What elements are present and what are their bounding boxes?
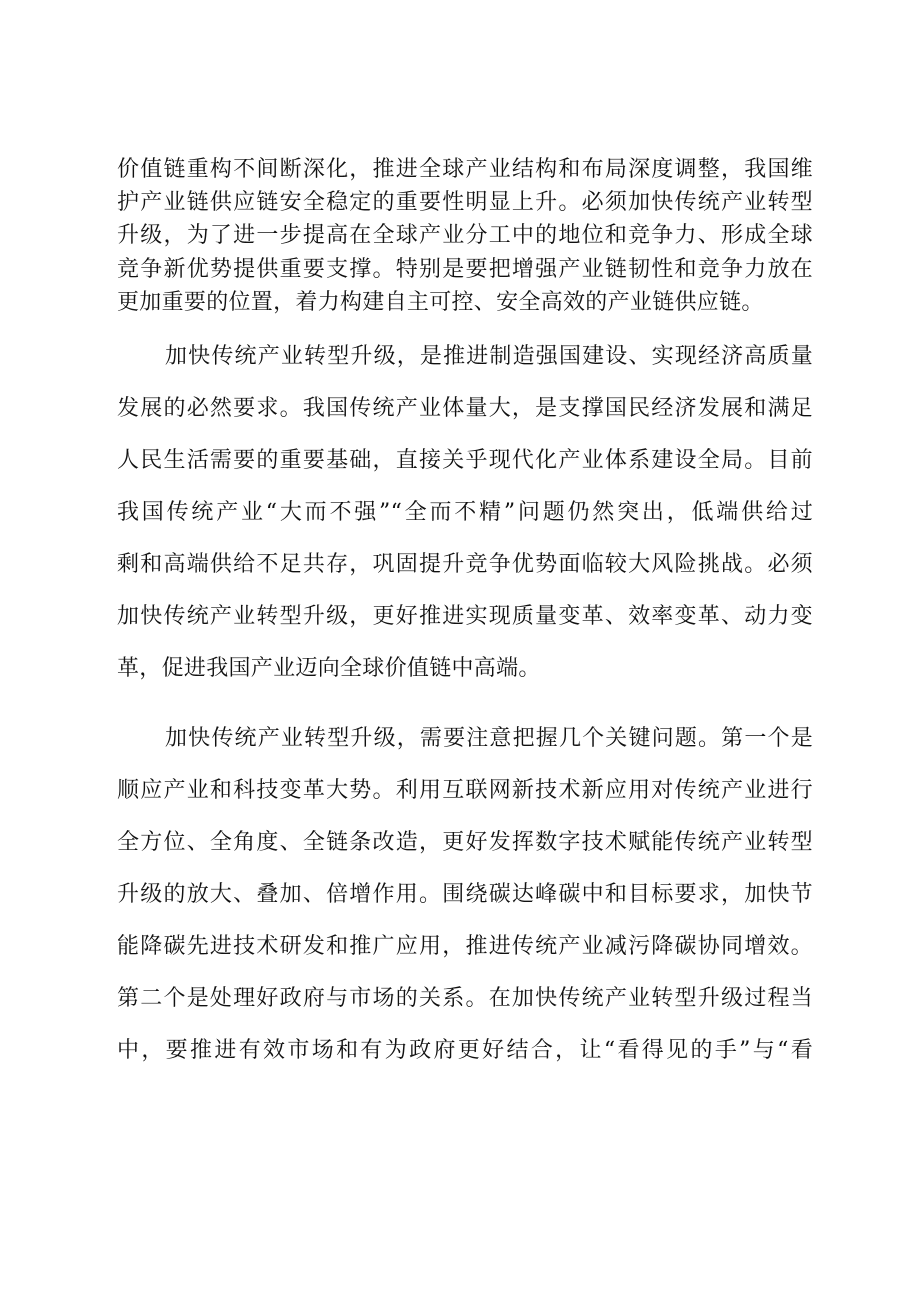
text-line: 升级，为了进一步提高在全球产业分工中的地位和竞争力、形成全球 [117, 223, 813, 248]
text-line: 升级的放大、叠加、倍增作用。围绕碳达峰碳中和目标要求，加快节 [117, 882, 813, 907]
text-line: 更加重要的位置，着力构建自主可控、安全高效的产业链供应链。 [117, 290, 764, 315]
text-line: 第二个是处理好政府与市场的关系。在加快传统产业转型升级过程当 [117, 986, 813, 1011]
text-line: 中，要推进有效市场和有为政府更好结合，让“看得见的手”与“看 [117, 1038, 813, 1063]
text-line: 革，促进我国产业迈向全球价值链中高端。 [117, 656, 541, 681]
text-line: 竞争新优势提供重要支撑。特别是要把增强产业链韧性和竞争力放在 [117, 257, 813, 282]
text-line: 加快传统产业转型升级，更好推进实现质量变革、效率变革、动力变 [117, 604, 813, 629]
text-line: 顺应产业和科技变革大势。利用互联网新技术新应用对传统产业进行 [117, 778, 813, 803]
text-line: 全方位、全角度、全链条改造，更好发挥数字技术赋能传统产业转型 [117, 830, 813, 855]
text-line: 加快传统产业转型升级，需要注意把握几个关键问题。第一个是 [165, 726, 813, 751]
text-line: 能降碳先进技术研发和推广应用，推进传统产业减污降碳协同增效。 [117, 934, 813, 959]
text-line: 剩和高端供给不足共存，巩固提升竞争优势面临较大风险挑战。必须 [117, 552, 813, 577]
text-line: 价值链重构不间断深化，推进全球产业结构和布局深度调整，我国维 [117, 157, 813, 182]
text-line: 护产业链供应链安全稳定的重要性明显上升。必须加快传统产业转型 [117, 190, 813, 215]
text-line: 我国传统产业“大而不强”“全而不精”问题仍然突出，低端供给过 [117, 500, 813, 525]
text-line: 发展的必然要求。我国传统产业体量大，是支撑国民经济发展和满足 [117, 396, 813, 421]
text-line: 人民生活需要的重要基础，直接关乎现代化产业体系建设全局。目前 [117, 448, 813, 473]
text-line: 加快传统产业转型升级，是推进制造强国建设、实现经济高质量 [165, 344, 813, 369]
